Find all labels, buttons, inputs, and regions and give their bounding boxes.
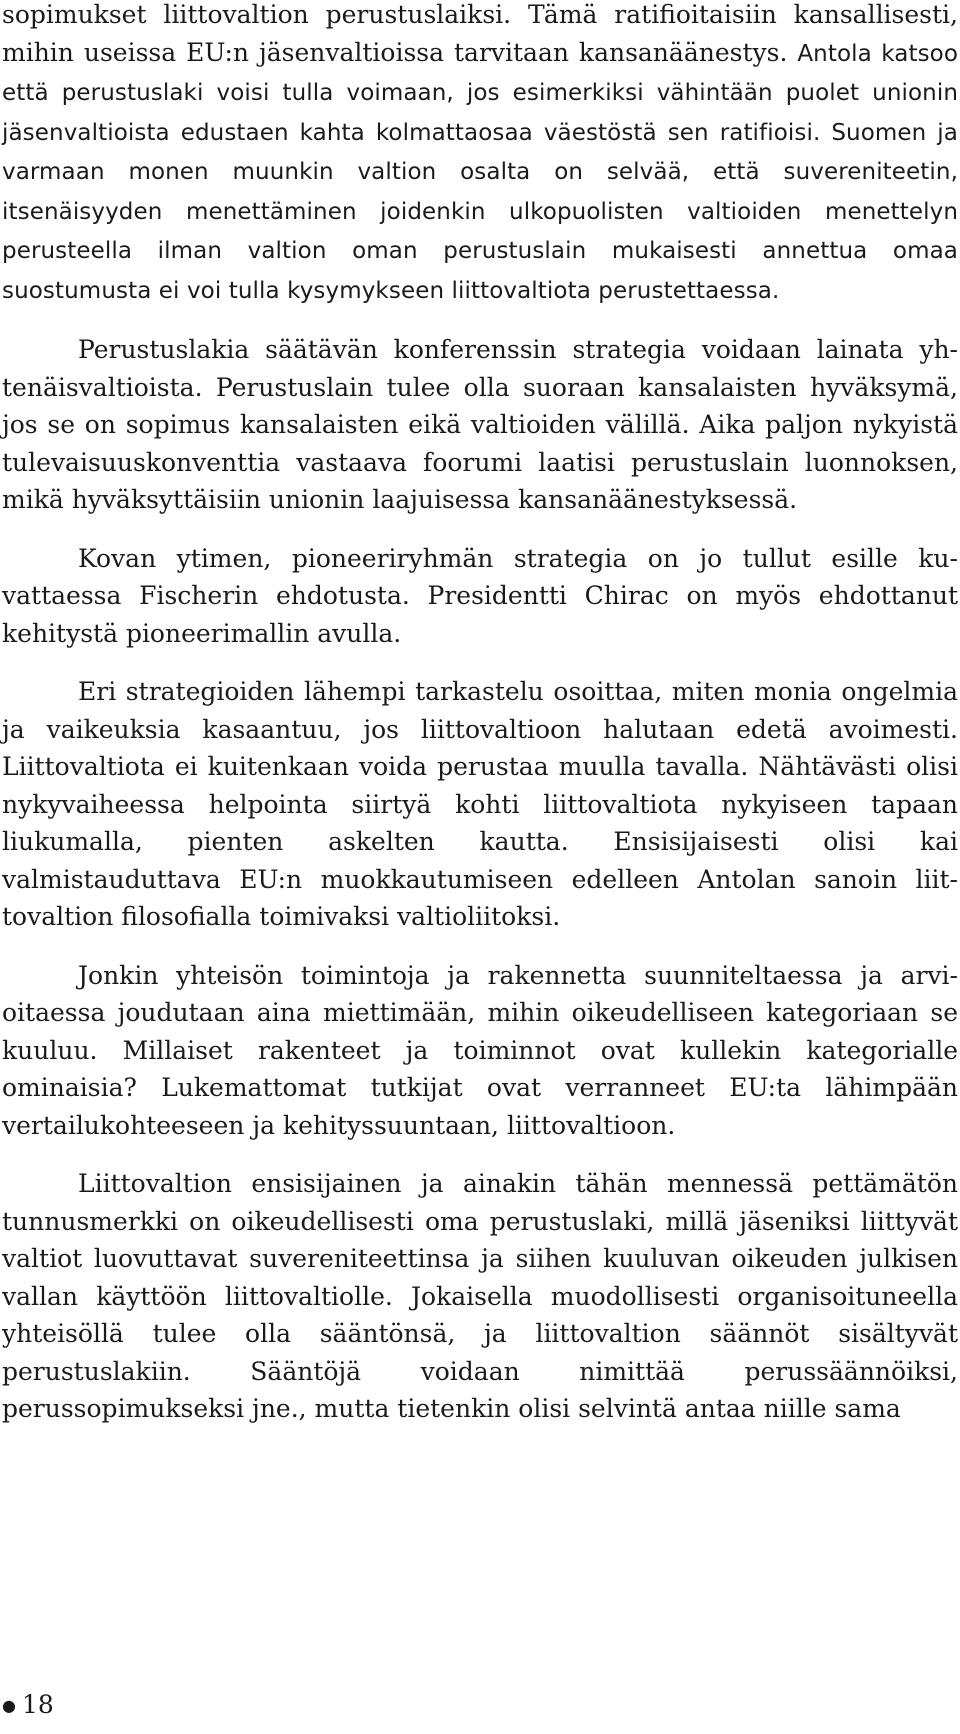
paragraph-5-text: Jonkin yhteisön toimintoja ja rakennetta suunniteltaessa ja arvioitaessa joudutaan aina miettimään, mihin oikeudelliseen kategoriaan se kuuluu. Millaiset rakenteet ja toiminnot ovat kullekin kategorialle ominaisia? Lukemattomat tutkijat ovat verranneet EU:ta lähimpään vertailukohteeseen ja kehityssuuntaan, liittovaltioon.	[2, 960, 958, 1140]
paragraph-1-text-sans: Antola katsoo että perustuslaki voisi tulla voimaan, jos esimerkiksi vähintään puolet unionin jäsenvaltioista edustaen kahta kolmattaosaa väestöstä sen ratifioisi. Suomen ja varmaan monen muunkin valtion osalta on selvää, että suvereniteetin, itsenäisyyden menettäminen joidenkin ulkopuolisten valtioiden menettelyn perusteella ilman valtion oman perustuslain mukaisesti annettua omaa suostumusta ei voi tulla kysymykseen liittovaltiota perustettaessa.	[2, 40, 958, 304]
paragraph-1-text-serif: sopimukset liittovaltion perustuslaiksi. Tämä ratifioitaisiin kansallisesti, mihin useissa EU:n jäsenvaltioissa tarvitaan kansanäänestys.	[2, 0, 958, 67]
paragraph-6-text: Liittovaltion ensisijainen ja ainakin tähän mennessä pettämätön tunnusmerkki on oikeudellisesti oma perustuslaki, millä jäseniksi liittyvät valtiot luovuttavat suvereniteettinsa ja siihen kuuluvan oikeuden julkisen vallan käyttöön liittovaltiolle. Jokaisella muodollisesti organisoituneella yhteisöllä tulee olla sääntönsä, ja liittovaltion säännöt sisältyvät perustuslakiin. Sääntöjä voidaan nimittää perussäännöiksi, perussopimukseksi jne., mutta tietenkin olisi selvintä antaa niille sama	[2, 1169, 958, 1423]
paragraph-1	[2, 0, 958, 310]
paragraph-4-text: Eri strategioiden lähempi tarkastelu osoittaa, miten monia ongelmia ja vaikeuksia kasaantuu, jos liittovaltioon halutaan edetä avoimesti. Liittovaltiota ei kuitenkaan voida perustaa muulla tavalla. Nähtävästi olisi nykyvaiheessa helpointa siirtyä kohti liittovaltiota nykyiseen tapaan liukumalla, pienten askelten kautta. Ensisijaisesti olisi kai valmistauduttava EU:n muokkautumiseen edelleen Antolan sanoin liittovaltion filosofialla toimivaksi valtioliitoksi.	[2, 677, 958, 931]
page-number: 18	[21, 1690, 54, 1719]
paragraph-6	[2, 1165, 958, 1428]
paragraph-3	[2, 540, 958, 653]
paragraph-2-text: Perustuslakia säätävän konferenssin strategia voidaan lainata yhtenäisvaltioista. Perustuslain tulee olla suoraan kansalaisten hyväksymä, jos se on sopimus kansalaisten eikä valtioiden välillä. Aika paljon nykyistä tulevaisuuskonventtia vastaava foorumi laatisi perustuslain luonnoksen, mikä hyväksyttäisiin unionin laajuisessa kansanäänestyksessä.	[2, 335, 958, 514]
paragraph-3-text: Kovan ytimen, pioneeriryhmän strategia on jo tullut esille kuvattaessa Fischerin ehdotusta. Presidentti Chirac on myös ehdottanut kehitystä pioneerimallin avulla.	[2, 543, 958, 648]
bullet-icon: ●	[2, 1696, 16, 1715]
paragraph-4	[2, 673, 958, 936]
paragraph-2	[2, 331, 958, 519]
page-footer	[2, 1690, 54, 1720]
paragraph-5	[2, 957, 958, 1145]
